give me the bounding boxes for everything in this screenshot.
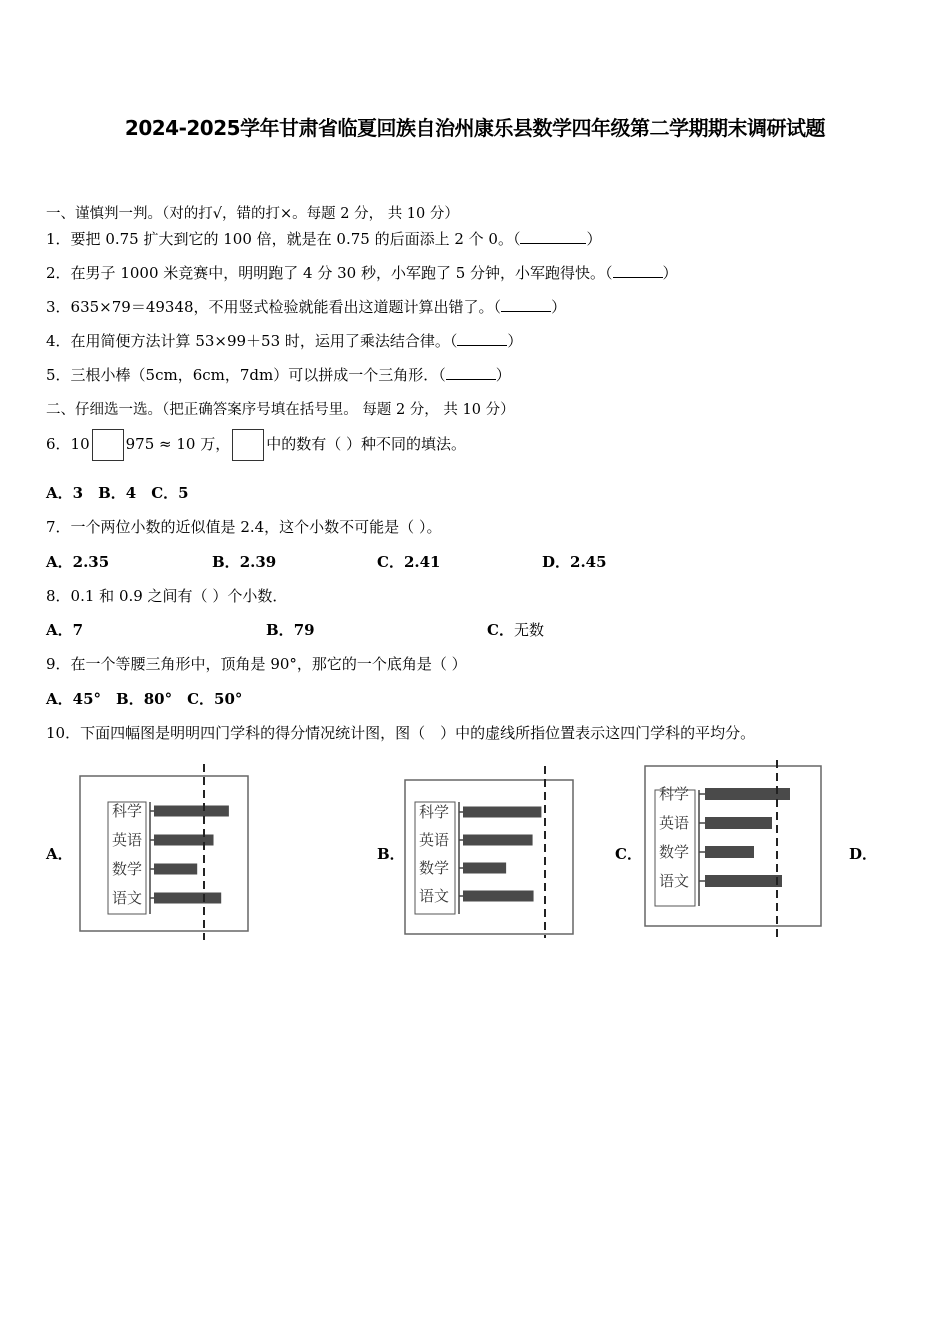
q8-option-c-value: 无数: [513, 621, 544, 639]
q10-text: 下面四幅图是明明四门学科的得分情况统计图，图（ ）中的虚线所指位置表示这四门学科的平均分。: [80, 724, 756, 742]
q7-option-d-label: D．: [542, 553, 571, 571]
q8-option-b-label: B．: [266, 621, 294, 639]
figure-label-a[interactable]: A．: [46, 845, 73, 863]
figure-a-category-label: 语文: [112, 889, 143, 907]
figure-c-bar: [705, 846, 754, 858]
q4-answer-blank[interactable]: [457, 331, 507, 346]
question-10: [46, 722, 755, 743]
q3-close: ）: [551, 298, 567, 316]
q9-num: 9．: [46, 655, 71, 673]
figure-a-category-label: 数学: [112, 860, 143, 878]
figure-b-chart: [403, 766, 577, 938]
figure-c-category-label: 英语: [659, 814, 690, 832]
question-8: [46, 585, 287, 606]
figure-a-bar: [154, 893, 221, 904]
q4-text: 在用简便方法计算 53×99＋53 时，运用了乘法结合律。（: [70, 332, 458, 350]
q6-options: A．3 B．4 C．5: [46, 484, 189, 502]
q5-answer-blank[interactable]: [446, 365, 496, 380]
q8-option-c-label: C．: [487, 621, 514, 639]
question-9: [46, 653, 467, 674]
q6-mid: 975 ≈ 10 万，: [125, 435, 231, 453]
q2-close: ）: [662, 264, 678, 282]
q7-option-c-label: C．: [377, 553, 404, 571]
question-4: [46, 330, 522, 351]
figure-c-bar: [705, 875, 782, 887]
q6-post: 中的数有（ ）种不同的填法。: [266, 435, 467, 453]
q8-option-a[interactable]: [46, 619, 83, 640]
figure-b-category-label: 语文: [419, 887, 450, 905]
q9-text: 在一个等腰三角形中，顶角是 90°，那它的一个底角是（ ）: [70, 655, 467, 673]
figure-a-chart: [78, 764, 252, 940]
q6-box-reference: [232, 429, 264, 461]
figure-b-category-label: 英语: [419, 831, 450, 849]
q9-options: A．45° B．80° C．50°: [46, 690, 243, 708]
q7-option-a-label: A．: [46, 553, 73, 571]
figure-c-bar: [705, 817, 772, 829]
figure-a-category-label: 英语: [112, 831, 143, 849]
q8-option-b-value: 79: [293, 621, 315, 639]
q1-close: ）: [586, 230, 602, 248]
figure-b-bar: [463, 891, 534, 902]
q3-num: 3．: [46, 298, 71, 316]
q6-digit-box[interactable]: [92, 429, 124, 461]
q7-option-b[interactable]: [212, 551, 276, 572]
question-6: [46, 428, 466, 461]
q7-option-b-label: B．: [212, 553, 240, 571]
q5-text: 三根小棒（5cm，6cm，7dm）可以拼成一个三角形．（: [70, 366, 446, 384]
figure-b: [403, 766, 577, 938]
q2-answer-blank[interactable]: [613, 263, 663, 278]
q5-num: 5．: [46, 366, 71, 384]
q8-num: 8．: [46, 587, 71, 605]
figure-label-b[interactable]: B．: [377, 845, 405, 863]
q8-option-a-label: A．: [46, 621, 73, 639]
figure-a-bar: [154, 806, 229, 817]
figure-b-category-label: 科学: [419, 803, 450, 821]
q2-num: 2．: [46, 264, 71, 282]
q7-option-d-value: 2.45: [570, 553, 607, 571]
section2-header: 二、仔细选一选。（把正确答案序号填在括号里。 每题 2 分， 共 10 分）: [46, 402, 515, 418]
figure-a-bar: [154, 864, 197, 875]
q4-close: ）: [507, 332, 523, 350]
page-title: 2024-2025学年甘肃省临夏回族自治州康乐县数学四年级第二学期期末调研试题: [124, 116, 826, 140]
figure-label-d[interactable]: D．: [849, 845, 878, 863]
question-2: [46, 262, 678, 283]
figure-c-category-label: 科学: [659, 785, 690, 803]
figure-b-bar: [463, 835, 533, 846]
q7-option-a[interactable]: [46, 551, 109, 572]
q7-option-c-value: 2.41: [403, 553, 441, 571]
q6-num: 6．: [46, 435, 71, 453]
figure-a-category-label: 科学: [112, 802, 143, 820]
q8-option-a-value: 7: [72, 621, 84, 639]
q4-num: 4．: [46, 332, 71, 350]
q2-text: 在男子 1000 米竞赛中，明明跑了 4 分 30 秒，小军跑了 5 分钟，小军跑得快。（: [70, 264, 613, 282]
question-1: [46, 228, 602, 249]
figure-a-frame: [80, 776, 248, 931]
q7-option-a-value: 2.35: [72, 553, 110, 571]
q3-answer-blank[interactable]: [501, 297, 551, 312]
question-3: [46, 296, 566, 317]
figure-c-category-label: 语文: [659, 872, 690, 890]
q8-option-b[interactable]: [266, 619, 315, 640]
q8-option-c[interactable]: [487, 619, 544, 640]
q7-option-b-value: 2.39: [239, 553, 277, 571]
figure-c-chart: [643, 760, 825, 942]
q1-num: 1．: [46, 230, 71, 248]
figure-label-c[interactable]: C．: [615, 845, 642, 863]
q6-pre: 10: [70, 435, 90, 453]
section1-header: 一、谨慎判一判。（对的打√，错的打×。每题 2 分， 共 10 分）: [46, 206, 459, 222]
figure-c: [643, 760, 825, 942]
figure-b-category-label: 数学: [419, 859, 450, 877]
figure-a: [78, 764, 252, 940]
figure-b-bar: [463, 807, 541, 818]
question-5: [46, 364, 511, 385]
q8-text: 0.1 和 0.9 之间有（ ）个小数．: [70, 587, 288, 605]
q7-option-c[interactable]: [377, 551, 441, 572]
q7-option-d[interactable]: [542, 551, 607, 572]
q1-text: 要把 0.75 扩大到它的 100 倍，就是在 0.75 的后面添上 2 个 0。（: [70, 230, 521, 248]
figure-c-category-label: 数学: [659, 843, 690, 861]
question-7: [46, 516, 441, 537]
figure-b-bar: [463, 863, 506, 874]
q7-text: 一个两位小数的近似值是 2.4，这个小数不可能是（ ）。: [70, 518, 442, 536]
q5-close: ）: [495, 366, 511, 384]
q1-answer-blank[interactable]: [520, 229, 586, 244]
q10-num: 10．: [46, 724, 81, 742]
q3-text: 635×79＝49348，不用竖式检验就能看出这道题计算出错了。（: [70, 298, 502, 316]
q7-num: 7．: [46, 518, 71, 536]
